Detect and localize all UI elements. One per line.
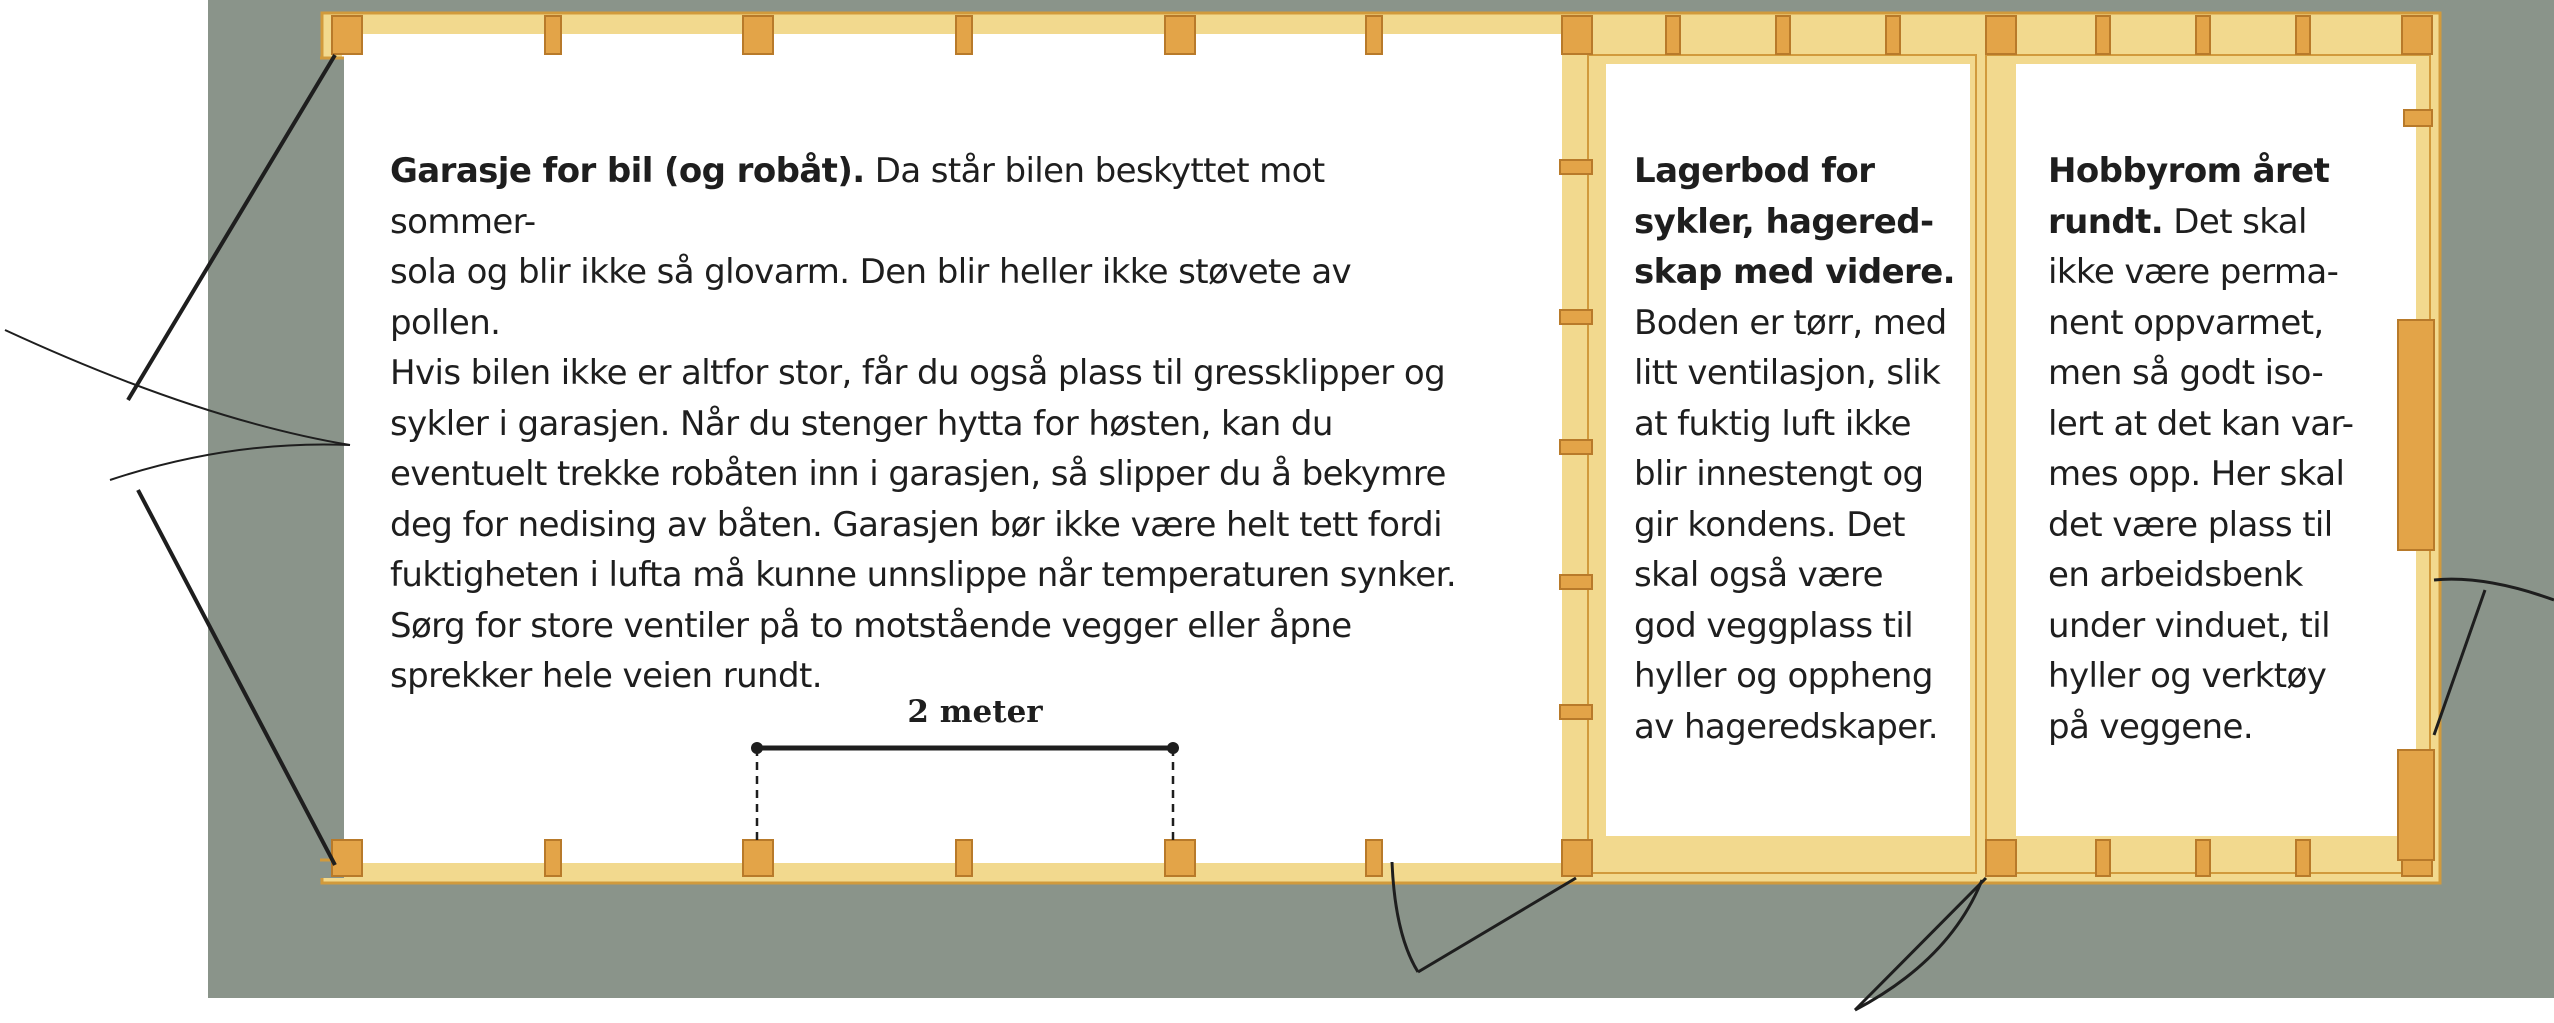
scale-label: 2 meter [907, 694, 1043, 730]
hobby-description [2048, 146, 2378, 752]
garage-body: Da står bilen beskyttet mot sommer- sola og blir ikke så glovarm. Den blir heller ikke støvete av pollen. Hvis bilen ikke er altfor stor, får du også plass til gressklipper og sykler i garasjen. Når du stenger hytta for høsten, kan du eventuelt trekke robåten inn i garasjen, så slipper du å bekymre deg for nedising av båten. Garasjen bør ikke være helt tett fordi fuktigheten i lufta må kunne unnslippe når temperaturen synker. Sørg for store ventiler på to motstående vegger eller åpne sprekker hele veien rundt. [390, 151, 1457, 696]
garage-description [390, 146, 1470, 702]
hobby-heading: Hobbyrom året rundt. [2048, 151, 2330, 242]
storage-description [1634, 146, 1964, 752]
hobby-body: Det skal ikke være perma- nent oppvarmet, men så godt iso- lert at det kan var- mes opp. Her skal det være plass til en arbeidsbenk under vinduet, til hyller og verktøy på veggene. [2048, 201, 2354, 747]
garage-heading: Garasje for bil (og robåt). [390, 151, 865, 191]
storage-heading: Lagerbod for sykler, hagered- skap med videre. [1634, 151, 1955, 292]
storage-body: Boden er tørr, med litt ventilasjon, slik at fuktig luft ikke blir innestengt og gir kondens. Det skal også være god veggplass til hyller og oppheng av hageredskaper. [1634, 302, 1947, 747]
garage-door-gap [312, 58, 344, 878]
